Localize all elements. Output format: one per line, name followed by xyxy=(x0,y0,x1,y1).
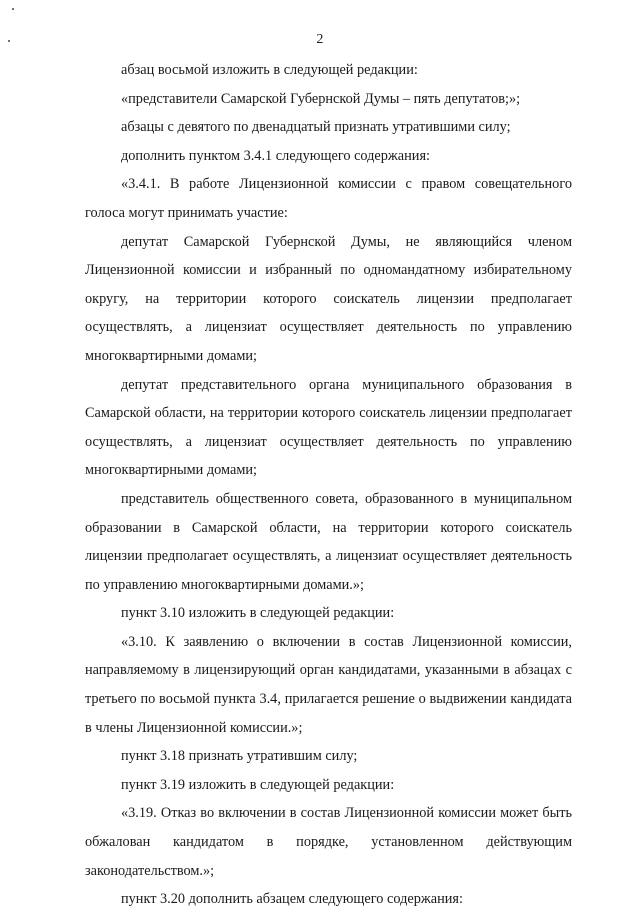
paragraph: пункт 3.19 изложить в следующей редакции: xyxy=(121,776,395,793)
paragraph: дополнить пунктом 3.4.1 следующего содержания: xyxy=(121,147,430,164)
paragraph: «3.4.1. В работе Лицензионной комиссии с правом совещательного голоса могут принимать участие: xyxy=(85,176,572,221)
paragraph: «3.19. Отказ во включении в состав Лицензионной комиссии может быть обжалован кандидатом в порядке, установленном действующим законодательством.»; xyxy=(85,805,572,879)
paragraph: пункт 3.10 изложить в следующей редакции: xyxy=(121,605,395,622)
paragraph: пункт 3.20 дополнить абзацем следующего содержания: xyxy=(121,891,463,908)
paragraph: депутат представительного органа муниципального образования в Самарской области, на территории которого соискатель лицензии предполагает осуществлять, а лицензиат осуществляет деятельность по управлению многоквартирными домами; xyxy=(85,376,572,479)
paragraph: «представители Самарской Губернской Думы – пять депутатов;»; xyxy=(121,90,521,107)
paragraph: представитель общественного совета, образованного в муниципальном образовании в Самарской области, на территории которого соискатель лицензии предполагает осуществлять, а лицензиат осуществляет деятельность по управлению многоквартирными домами.»; xyxy=(85,490,572,593)
paragraph: депутат Самарской Губернской Думы, не являющийся членом Лицензионной комиссии и избранный по одномандатному избирательному округу, на территории которого соискатель лицензии предполагает осуществлять, а лицензиат осуществляет деятельность по управлению многоквартирными домами; xyxy=(85,233,572,364)
page-number: 2 xyxy=(316,32,324,47)
document-body xyxy=(85,56,572,914)
paragraph: пункт 3.18 признать утратившим силу; xyxy=(121,748,358,765)
paragraph: абзацы с девятого по двенадцатый признать утратившими силу; xyxy=(121,119,511,136)
paragraph: абзац восьмой изложить в следующей редакции: xyxy=(121,62,418,78)
paragraph: «3.10. К заявлению о включении в состав Лицензионной комиссии, направляемому в лицензирующий орган кандидатами, указанными в абзацах с третьего по восьмой пункта 3.4, прилагается решение о выдвижении кандидата в члены Лицензионной комиссии.»; xyxy=(85,633,572,736)
scan-dot xyxy=(12,8,14,10)
